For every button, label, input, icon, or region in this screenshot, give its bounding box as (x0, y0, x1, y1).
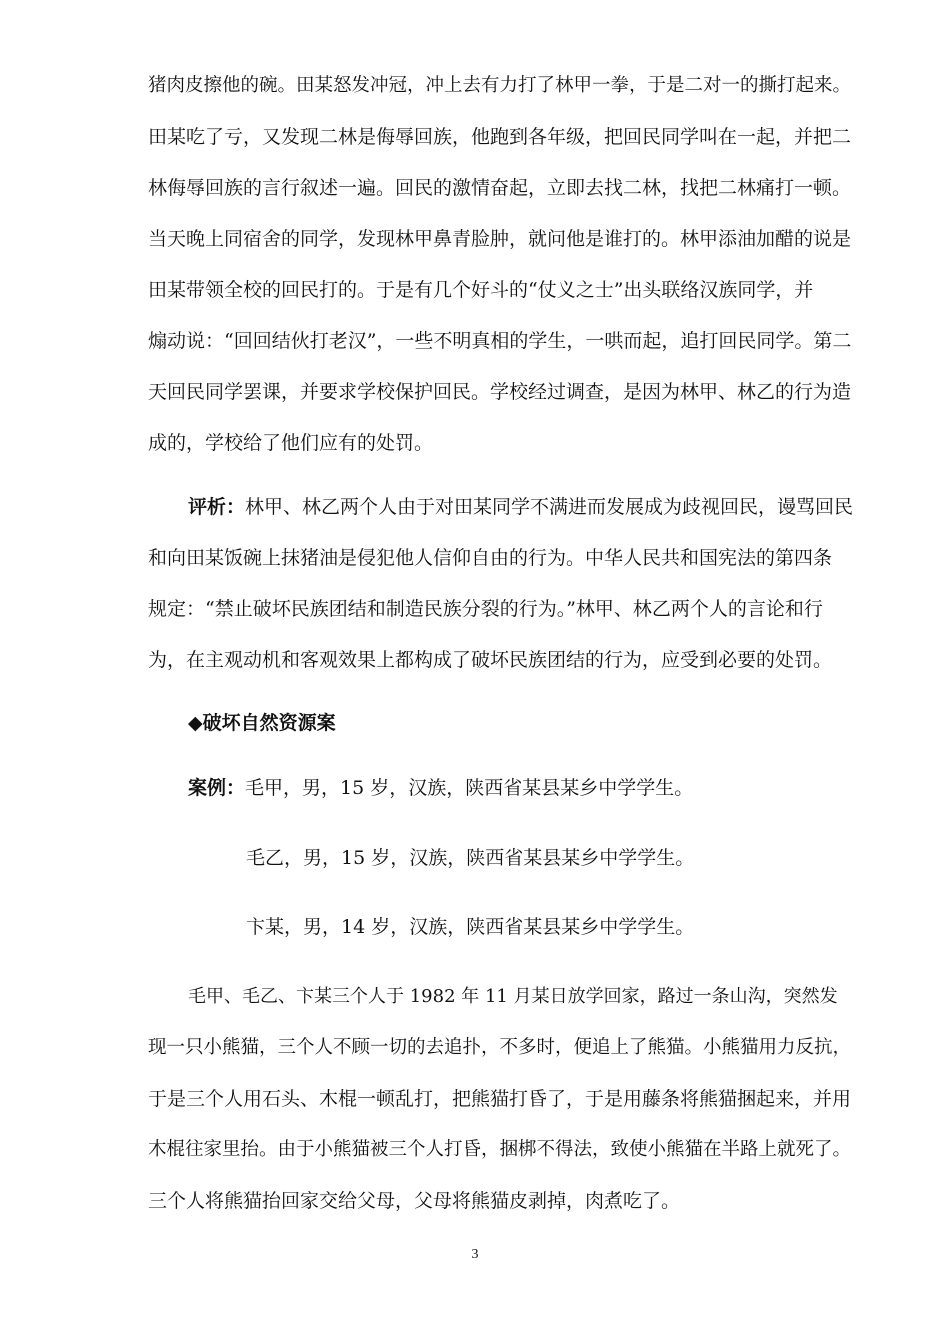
paragraph-line: 林侮辱回族的言行叙述一遍。回民的激情奋起，立即去找二林，找把二林痛打一顿。 (148, 177, 852, 199)
case-first-line (188, 775, 853, 801)
paragraph-line: 现一只小熊猫，三个人不顾一切的去追扑，不多时，便追上了熊猫。小熊猫用力反抗， (148, 1037, 852, 1058)
paragraph-line: 成的，学校给了他们应有的处罚。 (148, 432, 434, 454)
paragraph-line: 猪肉皮擦他的碗。田某怒发冲冠，冲上去有力打了林甲一拳，于是二对一的撕打起来。 (148, 75, 852, 96)
analysis-label: 评析： (188, 496, 246, 518)
case-person: 毛甲，男，15 岁，汉族，陕西省某县某乡中学学生。 (245, 777, 694, 799)
analysis-line: 和向田某饭碗上抹猪油是侵犯他人信仰自由的行为。中华人民共和国宪法的第四条 (148, 547, 833, 569)
paragraph-line: 于是三个人用石头、木棍一顿乱打，把熊猫打昏了，于是用藤条将熊猫捆起来，并用 (148, 1088, 852, 1110)
paragraph-line: 煽动说：“回回结伙打老汉”，一些不明真相的学生，一哄而起，追打回民同学。第二 (148, 330, 852, 352)
section-heading: ◆破坏自然资源案 (188, 712, 336, 734)
analysis-text: 林甲、林乙两个人由于对田某同学不满进而发展成为歧视回民，谩骂回民 (245, 496, 853, 518)
paragraph-line: 木棍往家里抬。由于小熊猫被三个人打昏，捆梆不得法，致使小熊猫在半路上就死了。 (148, 1139, 852, 1160)
analysis-first-line (188, 494, 853, 520)
page-number: 3 (471, 1247, 479, 1262)
paragraph-line: 天回民同学罢课，并要求学校保护回民。学校经过调查，是因为林甲、林乙的行为造 (148, 381, 852, 403)
analysis-line: 规定：“禁止破坏民族团结和制造民族分裂的行为。”林甲、林乙两个人的言论和行 (148, 598, 823, 620)
paragraph-line: 当天晚上同宿舍的同学，发现林甲鼻青脸肿，就问他是谁打的。林甲添油加醋的说是 (148, 228, 852, 250)
paragraph-line: 三个人将熊猫抬回家交给父母，父母将熊猫皮剥掉，肉煮吃了。 (148, 1190, 681, 1212)
analysis-line: 为，在主观动机和客观效果上都构成了破坏民族团结的行为，应受到必要的处罚。 (148, 649, 833, 671)
case-person: 卞某，男，14 岁，汉族，陕西省某县某乡中学学生。 (246, 916, 695, 938)
paragraph-first-line: 毛甲、毛乙、卞某三个人于 1982 年 11 月某日放学回家，路过一条山沟，突然发 (188, 986, 838, 1007)
case-person: 毛乙，男，15 岁，汉族，陕西省某县某乡中学学生。 (246, 847, 695, 869)
case-label: 案例： (188, 777, 246, 799)
paragraph-line: 田某吃了亏，又发现二林是侮辱回族，他跑到各年级，把回民同学叫在一起，并把二 (148, 126, 852, 148)
paragraph-line: 田某带领全校的回民打的。于是有几个好斗的“仗义之士”出头联络汉族同学，并 (148, 279, 814, 301)
